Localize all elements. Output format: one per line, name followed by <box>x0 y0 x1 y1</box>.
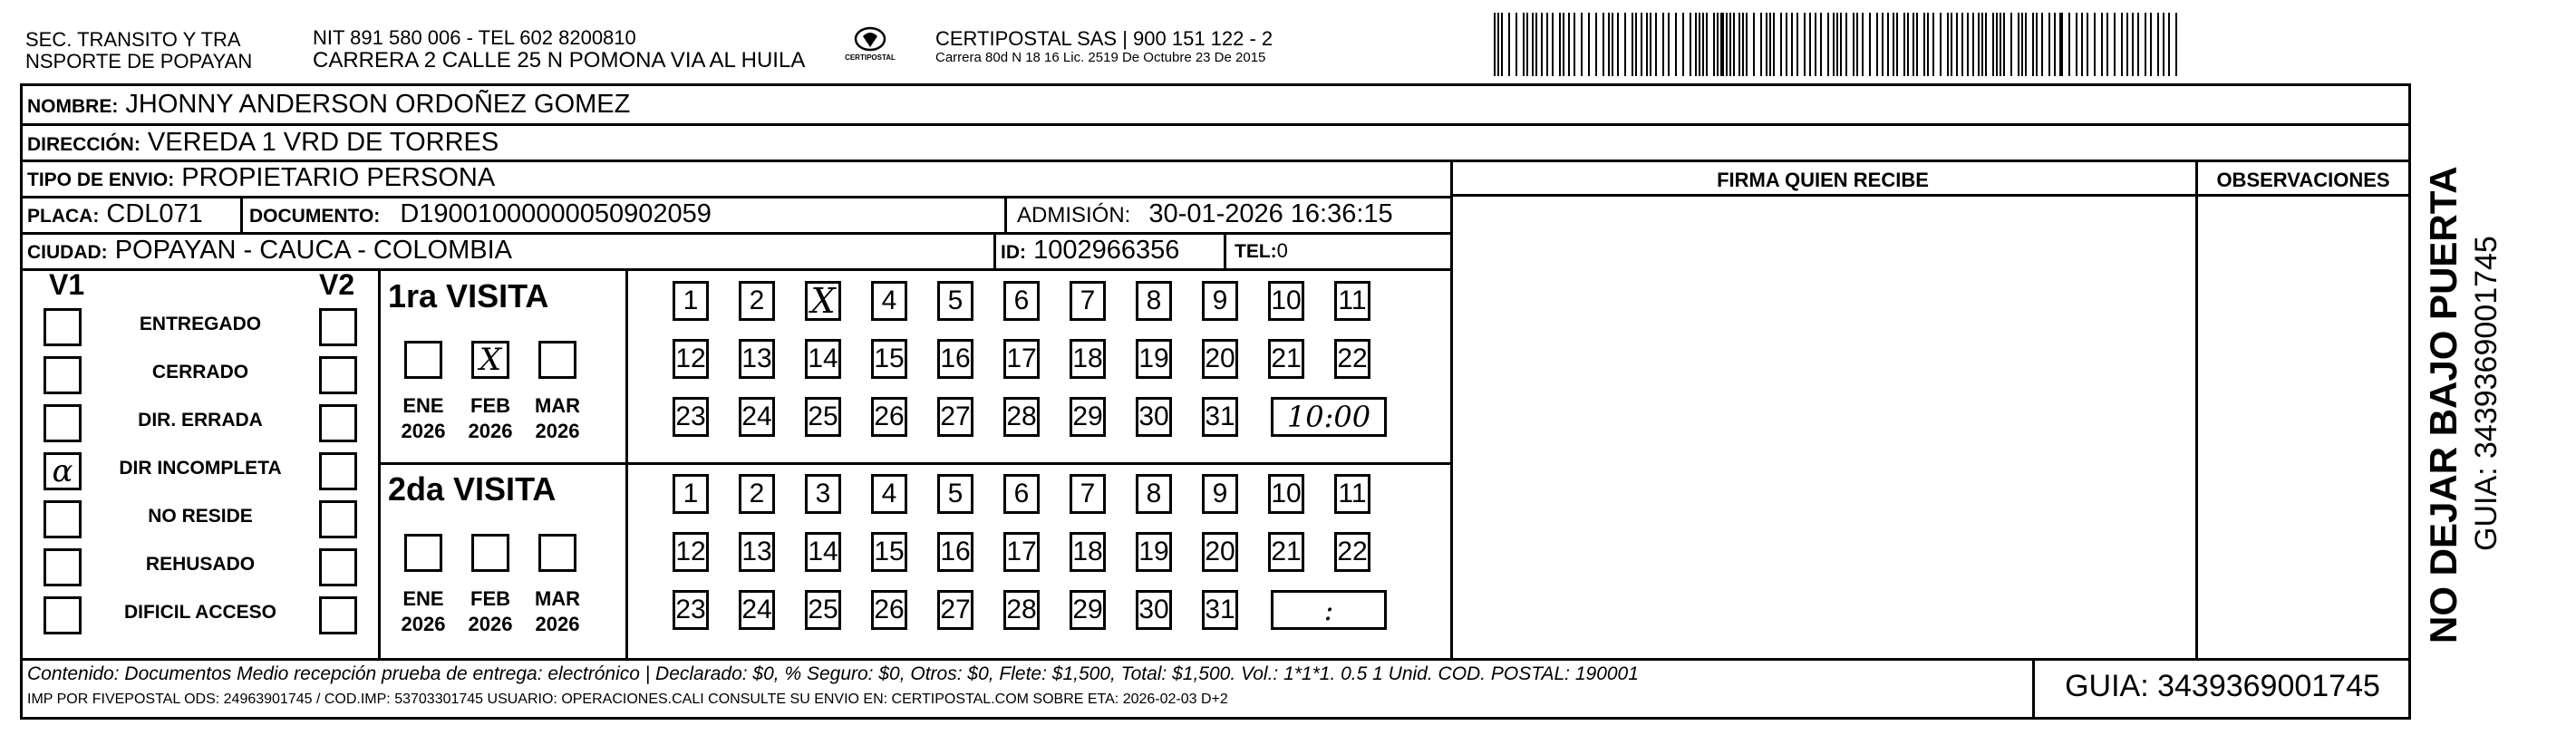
day-box[interactable]: 1 <box>673 281 709 321</box>
documento-value: D19001000000050902059 <box>400 199 712 228</box>
status-option-label: DIFICIL ACCESO <box>123 602 276 623</box>
v1-checkbox[interactable] <box>44 548 82 586</box>
v2-checkbox[interactable] <box>319 548 357 586</box>
day-box[interactable]: 4 <box>871 474 907 514</box>
month-checkbox[interactable]: X <box>471 341 509 379</box>
day-box[interactable]: 17 <box>1003 339 1040 379</box>
day-box[interactable]: 5 <box>937 281 973 321</box>
day-box[interactable]: 30 <box>1136 397 1172 437</box>
nombre-row <box>27 92 630 118</box>
month-label <box>526 586 589 636</box>
visit-title: 2da VISITA <box>388 470 557 508</box>
day-box[interactable]: 27 <box>937 590 973 630</box>
day-box[interactable]: 4 <box>871 281 907 321</box>
day-box[interactable]: 21 <box>1268 532 1304 572</box>
placa-value: CDL071 <box>106 199 203 228</box>
month-checkbox[interactable] <box>538 341 576 379</box>
month-checkbox[interactable] <box>471 534 509 572</box>
placa-label: PLACA: <box>27 206 100 227</box>
imp-line: IMP POR FIVEPOSTAL ODS: 24963901745 / COD.IMP: 53703301745 USUARIO: OPERACIONES.CALI CONSULTE SU ENVIO EN: CERTIPOSTAL.COM SOBRE ETA: 2026-02-03 D+2 <box>27 692 1228 707</box>
month-name: ENE <box>402 587 444 610</box>
side-warning: NO DEJAR BAJO PUERTA <box>2422 166 2465 643</box>
day-box[interactable]: 16 <box>937 532 973 572</box>
day-box[interactable]: 17 <box>1003 532 1040 572</box>
admision-label: ADMISIÓN: <box>1017 203 1131 227</box>
day-box[interactable]: 23 <box>673 397 709 437</box>
certipostal-logo <box>829 25 911 71</box>
day-box[interactable]: 18 <box>1070 532 1106 572</box>
month-checkbox[interactable] <box>404 534 442 572</box>
barcode <box>1494 13 2183 76</box>
direccion-row <box>27 130 499 156</box>
month-year: 2026 <box>401 612 446 635</box>
day-box[interactable]: 25 <box>805 397 841 437</box>
day-box[interactable]: 13 <box>739 339 775 379</box>
day-box[interactable]: 3 <box>805 474 841 514</box>
license-line: Carrera 80d N 18 16 Lic. 2519 De Octubre 23 De 2015 <box>935 50 1266 66</box>
day-box[interactable]: 31 <box>1202 590 1238 630</box>
month-name: MAR <box>534 587 581 610</box>
firma-header: FIRMA QUIEN RECIBE <box>1717 169 1929 191</box>
day-box[interactable]: 15 <box>871 339 907 379</box>
day-box[interactable]: 16 <box>937 339 973 379</box>
day-box[interactable]: 20 <box>1202 339 1238 379</box>
status-option-label: DIR. ERRADA <box>138 410 263 431</box>
day-box[interactable]: 19 <box>1136 339 1172 379</box>
logo-text: CERTIPOSTAL <box>845 53 896 62</box>
day-box[interactable]: 31 <box>1202 397 1238 437</box>
day-box[interactable]: 28 <box>1003 590 1040 630</box>
id-label: ID: <box>1001 242 1026 263</box>
day-box[interactable]: 11 <box>1334 281 1370 321</box>
day-box[interactable]: 22 <box>1334 339 1370 379</box>
tipo-row <box>27 165 495 191</box>
month-year: 2026 <box>468 419 513 442</box>
day-box[interactable]: 6 <box>1003 281 1040 321</box>
day-box[interactable]: 21 <box>1268 339 1304 379</box>
status-option-label: DIR INCOMPLETA <box>119 458 282 479</box>
time-box[interactable]: : <box>1271 590 1387 630</box>
footer-guia: GUIA: 3439369001745 <box>2065 669 2380 703</box>
day-box[interactable]: 26 <box>871 590 907 630</box>
address-line: CARRERA 2 CALLE 25 N POMONA VIA AL HUILA <box>313 48 806 73</box>
month-checkbox[interactable] <box>404 341 442 379</box>
direccion-value: VEREDA 1 VRD DE TORRES <box>147 128 499 157</box>
day-box[interactable]: 2 <box>739 474 775 514</box>
ciudad-label: CIUDAD: <box>27 242 108 263</box>
company-line: CERTIPOSTAL SAS | 900 151 122 - 2 <box>935 27 1273 50</box>
nombre-label: NOMBRE: <box>27 96 119 117</box>
tel-cell <box>1235 241 1288 261</box>
status-option-label: NO RESIDE <box>148 506 253 527</box>
day-box[interactable]: 28 <box>1003 397 1040 437</box>
month-year: 2026 <box>535 419 580 442</box>
observaciones-header: OBSERVACIONES <box>2216 169 2390 191</box>
day-box[interactable]: 26 <box>871 397 907 437</box>
month-year: 2026 <box>535 612 580 635</box>
direccion-label: DIRECCIÓN: <box>27 134 140 155</box>
v1-checkbox[interactable] <box>44 596 82 634</box>
day-box[interactable]: 30 <box>1136 590 1172 630</box>
day-box[interactable]: 14 <box>805 339 841 379</box>
ciudad-cell <box>27 237 512 264</box>
day-box[interactable]: 7 <box>1070 474 1106 514</box>
v1-label: V1 <box>49 268 85 301</box>
admision-value: 30-01-2026 16:36:15 <box>1148 199 1393 228</box>
month-label <box>459 586 522 636</box>
day-box[interactable]: 23 <box>673 590 709 630</box>
v1-checkbox[interactable] <box>44 356 82 394</box>
month-name: FEB <box>470 587 510 610</box>
month-label <box>526 393 589 443</box>
month-name: FEB <box>470 394 510 417</box>
company-info <box>935 27 1273 66</box>
month-label <box>459 393 522 443</box>
day-box[interactable]: 6 <box>1003 474 1040 514</box>
day-box[interactable]: 9 <box>1202 474 1238 514</box>
month-year: 2026 <box>401 419 446 442</box>
day-box[interactable]: 7 <box>1070 281 1106 321</box>
day-box[interactable]: 27 <box>937 397 973 437</box>
day-box[interactable]: 20 <box>1202 532 1238 572</box>
admision-cell <box>1017 201 1393 227</box>
v2-checkbox[interactable] <box>319 596 357 634</box>
nit-line: NIT 891 580 006 - TEL 602 8200810 <box>313 26 636 49</box>
day-box[interactable]: 2 <box>739 281 775 321</box>
month-label <box>392 586 455 636</box>
month-label <box>392 393 455 443</box>
v1-checkbox[interactable] <box>44 308 82 346</box>
tipo-value: PROPIETARIO PERSONA <box>181 163 496 192</box>
v2-label: V2 <box>319 268 355 301</box>
day-box[interactable]: 10 <box>1268 474 1304 514</box>
day-box[interactable]: 12 <box>673 339 709 379</box>
day-box[interactable]: 12 <box>673 532 709 572</box>
nit-address <box>313 27 805 73</box>
placa-cell <box>27 201 203 227</box>
day-box[interactable]: 29 <box>1070 590 1106 630</box>
v2-checkbox[interactable] <box>319 500 357 538</box>
ciudad-value: POPAYAN - CAUCA - COLOMBIA <box>114 236 513 265</box>
month-name: MAR <box>534 394 581 417</box>
month-year: 2026 <box>468 612 513 635</box>
day-box[interactable]: 8 <box>1136 474 1172 514</box>
day-box[interactable]: 29 <box>1070 397 1106 437</box>
day-box[interactable]: 24 <box>739 590 775 630</box>
day-box[interactable]: 18 <box>1070 339 1106 379</box>
time-box[interactable]: 10:00 <box>1271 397 1387 437</box>
tel-label: TEL: <box>1235 241 1277 262</box>
v1-checkbox[interactable] <box>44 404 82 442</box>
nombre-value: JHONNY ANDERSON ORDOÑEZ GOMEZ <box>125 90 631 119</box>
day-box[interactable]: 19 <box>1136 532 1172 572</box>
status-option-label: REHUSADO <box>145 554 256 575</box>
documento-cell <box>249 201 712 227</box>
day-box[interactable]: 13 <box>739 532 775 572</box>
documento-label: DOCUMENTO: <box>249 206 381 227</box>
office-line-1: SEC. TRANSITO Y TRA <box>25 28 241 51</box>
v1-checkbox[interactable]: α <box>44 452 82 490</box>
id-cell <box>1001 237 1179 264</box>
id-value: 1002966356 <box>1033 236 1180 265</box>
v2-checkbox[interactable] <box>319 308 357 346</box>
tipo-label: TIPO DE ENVIO: <box>27 169 175 190</box>
day-box[interactable]: X <box>805 281 841 321</box>
day-box[interactable]: 1 <box>673 474 709 514</box>
logo-icon <box>852 25 888 53</box>
side-guia: GUIA: 3439369001745 <box>2469 236 2503 551</box>
day-box[interactable]: 9 <box>1202 281 1238 321</box>
v2-checkbox[interactable] <box>319 356 357 394</box>
month-checkbox[interactable] <box>538 534 576 572</box>
day-box[interactable]: 10 <box>1268 281 1304 321</box>
office-line-2: NSPORTE DE POPAYAN <box>25 50 253 73</box>
day-box[interactable]: 22 <box>1334 532 1370 572</box>
month-name: ENE <box>402 394 444 417</box>
visit-title: 1ra VISITA <box>388 277 549 314</box>
v1-checkbox[interactable] <box>44 500 82 538</box>
day-box[interactable]: 25 <box>805 590 841 630</box>
office-name <box>25 29 252 73</box>
day-box[interactable]: 15 <box>871 532 907 572</box>
contenido-line: Contenido: Documentos Medio recepción prueba de entrega: electrónico | Declarado: $0, % Seguro: $0, Otros: $0, Flete: $1,500, Total: $1,500. Vol.: 1*1*1. 0.5 1 Unid. COD. POSTAL: 190001 <box>27 663 1639 684</box>
v2-checkbox[interactable] <box>319 404 357 442</box>
day-box[interactable]: 24 <box>739 397 775 437</box>
day-box[interactable]: 8 <box>1136 281 1172 321</box>
status-option-label: ENTREGADO <box>139 314 262 334</box>
day-box[interactable]: 11 <box>1334 474 1370 514</box>
status-option-label: CERRADO <box>151 362 249 382</box>
v2-checkbox[interactable] <box>319 452 357 490</box>
tel-value: 0 <box>1276 239 1288 262</box>
day-box[interactable]: 14 <box>805 532 841 572</box>
day-box[interactable]: 5 <box>937 474 973 514</box>
